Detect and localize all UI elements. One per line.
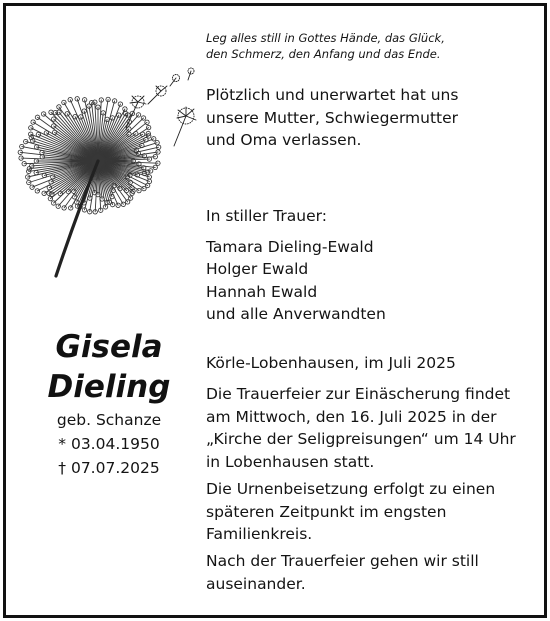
intro-line: unsere Mutter, Schwiegermutter: [206, 108, 459, 127]
intro-line: Plötzlich und unerwartet hat uns: [206, 86, 459, 104]
ceremony-line: „Kirche der Seligpreisungen“ um 14 Uhr: [206, 430, 516, 448]
motto-line: den Schmerz, den Anfang und das Ende.: [206, 47, 441, 61]
after-ceremony-note: [206, 550, 479, 595]
ceremony-line: am Mittwoch, den 16. Juli 2025 in der: [206, 407, 497, 426]
birth-date: * 03.04.1950: [58, 435, 160, 453]
after-line: Nach der Trauerfeier gehen wir still: [206, 552, 479, 570]
intro-line: und Oma verlassen.: [206, 131, 362, 149]
dandelion-icon: [16, 56, 206, 281]
ceremony-line: Die Trauerfeier zur Einäscherung findet: [206, 385, 511, 403]
mourner-name: Hannah Ewald: [206, 282, 318, 301]
ceremony-line: in Lobenhausen statt.: [206, 452, 375, 471]
deceased-dates: [20, 408, 198, 480]
deceased-first-name: Gisela: [55, 329, 163, 365]
urn-line: Familienkreis.: [206, 525, 313, 543]
urn-line: späteren Zeitpunkt im engsten: [206, 502, 447, 521]
death-date: † 07.07.2025: [58, 459, 160, 477]
mourner-name: und alle Anverwandten: [206, 305, 386, 323]
ceremony-info: [206, 383, 516, 473]
urn-burial-info: [206, 478, 495, 546]
maiden-name: geb. Schanze: [56, 411, 162, 429]
place-date: Körle-Lobenhausen, im Juli 2025: [206, 354, 456, 372]
intro-text: [206, 84, 458, 152]
urn-line: Die Urnenbeisetzung erfolgt zu einen: [206, 480, 496, 498]
mourner-name: Holger Ewald: [206, 260, 309, 278]
motto-verse: [206, 30, 445, 62]
mourner-name: Tamara Dieling-Ewald: [206, 237, 374, 256]
mourners-list: [206, 205, 386, 326]
obituary-notice: [3, 3, 547, 618]
deceased-last-name: Dieling: [47, 369, 171, 405]
after-line: auseinander.: [206, 574, 306, 593]
mourners-heading: In stiller Trauer:: [206, 207, 327, 225]
motto-line: Leg alles still in Gottes Hände, das Glück,: [206, 31, 445, 45]
